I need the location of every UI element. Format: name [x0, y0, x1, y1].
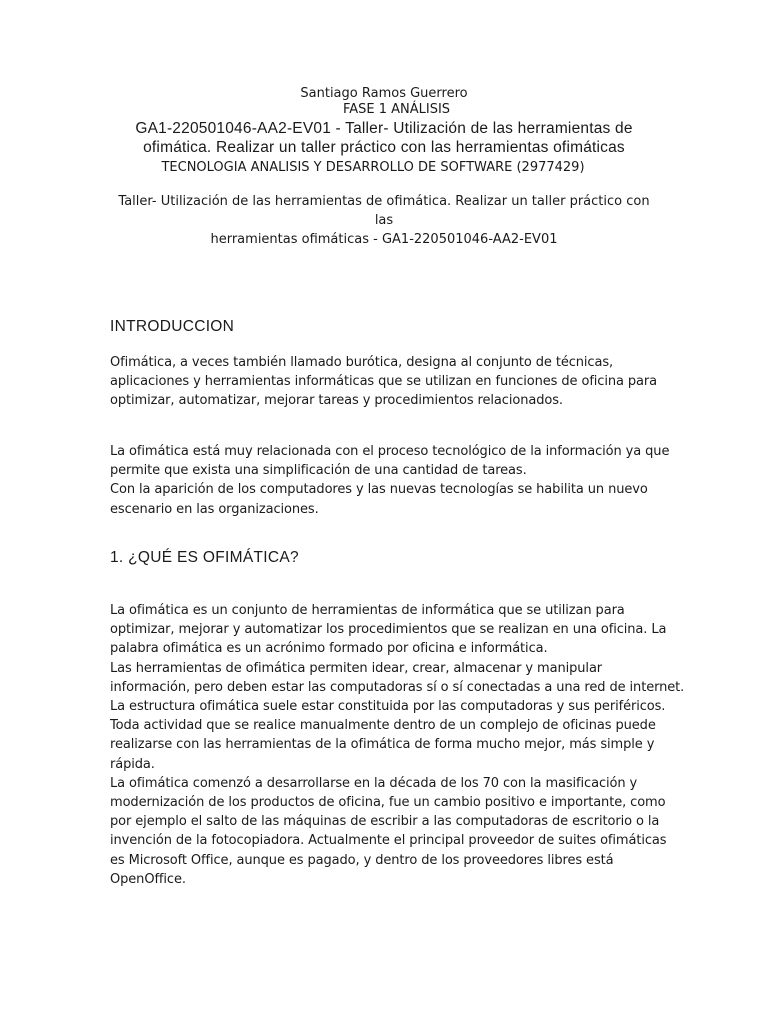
- activity-code-title-line: GA1-220501046-AA2-EV01 - Taller- Utilización de las herramientas de: [135, 120, 633, 137]
- paragraph-line: optimizar, mejorar y automatizar los procedimientos que se realizan en una oficina. La: [110, 622, 667, 638]
- paragraph-line: La estructura ofimática suele estar constituida por las computadoras y sus periféricos.: [110, 699, 666, 715]
- paragraph-line: Las herramientas de ofimática permiten idear, crear, almacenar y manipular: [110, 660, 603, 676]
- phase-label: FASE 1 ANÁLISIS: [342, 102, 451, 117]
- paragraph-line: aplicaciones y herramientas informáticas que se utilizan en funciones de oficina para: [110, 374, 658, 390]
- paragraph-line: optimizar, automatizar, mejorar tareas y procedimientos relacionados.: [110, 393, 563, 409]
- task-title-line: herramientas ofimáticas - GA1-220501046-AA2-EV01: [210, 232, 558, 247]
- paragraph-line: Con la aparición de los computadores y las nuevas tecnologías se habilita un nuevo: [110, 482, 648, 498]
- paragraph-line: modernización de los productos de oficina, fue un cambio positivo e importante, como: [110, 795, 666, 811]
- intro-paragraph-1: [110, 353, 670, 411]
- paragraph-line: realizarse con las herramientas de la ofimática de forma mucho mejor, más simple y: [110, 737, 655, 753]
- task-title-line: Taller- Utilización de las herramientas de ofimática. Realizar un taller práctico con las: [118, 194, 650, 228]
- author-name: Santiago Ramos Guerrero: [300, 86, 468, 101]
- section-1-heading: 1. ¿QUÉ ES OFIMÁTICA?: [110, 549, 299, 566]
- activity-code-title: [0, 119, 768, 157]
- paragraph-line: es Microsoft Office, aunque es pagado, y dentro de los proveedores libres está: [110, 852, 614, 868]
- paragraph-line: OpenOffice.: [110, 871, 186, 887]
- section-1-paragraph: [110, 601, 685, 889]
- document-header: [0, 86, 768, 249]
- paragraph-line: Ofimática, a veces también llamado burótica, designa al conjunto de técnicas,: [110, 355, 614, 370]
- paragraph-line: escenario en las organizaciones.: [110, 501, 319, 517]
- paragraph-line: rápida.: [110, 756, 155, 772]
- activity-code-title-line: ofimática. Realizar un taller práctico con las herramientas ofimáticas: [143, 139, 625, 156]
- paragraph-line: La ofimática está muy relacionada con el proceso tecnológico de la información ya que: [110, 444, 670, 459]
- paragraph-line: por ejemplo el salto de las máquinas de escribir a las computadoras de escritorio o la: [110, 814, 660, 830]
- paragraph-line: La ofimática comenzó a desarrollarse en la década de los 70 con la masificación y: [110, 775, 638, 791]
- task-title: [0, 192, 768, 249]
- paragraph-line: información, pero deben estar las computadoras sí o sí conectadas a una red de internet.: [110, 679, 685, 695]
- paragraph-line: permite que exista una simplificación de una cantidad de tareas.: [110, 463, 527, 479]
- paragraph-line: Toda actividad que se realice manualmente dentro de un complejo de oficinas puede: [110, 718, 656, 734]
- intro-paragraph-2: [110, 442, 670, 519]
- program-name: TECNOLOGIA ANALISIS Y DESARROLLO DE SOFTWARE (2977429): [161, 160, 585, 175]
- paragraph-line: La ofimática es un conjunto de herramientas de informática que se utilizan para: [110, 603, 625, 618]
- paragraph-line: palabra ofimática es un acrónimo formado por oficina e informática.: [110, 641, 548, 657]
- paragraph-line: invención de la fotocopiadora. Actualmente el principal proveedor de suites ofimáticas: [110, 833, 667, 849]
- intro-heading: INTRODUCCION: [110, 318, 235, 335]
